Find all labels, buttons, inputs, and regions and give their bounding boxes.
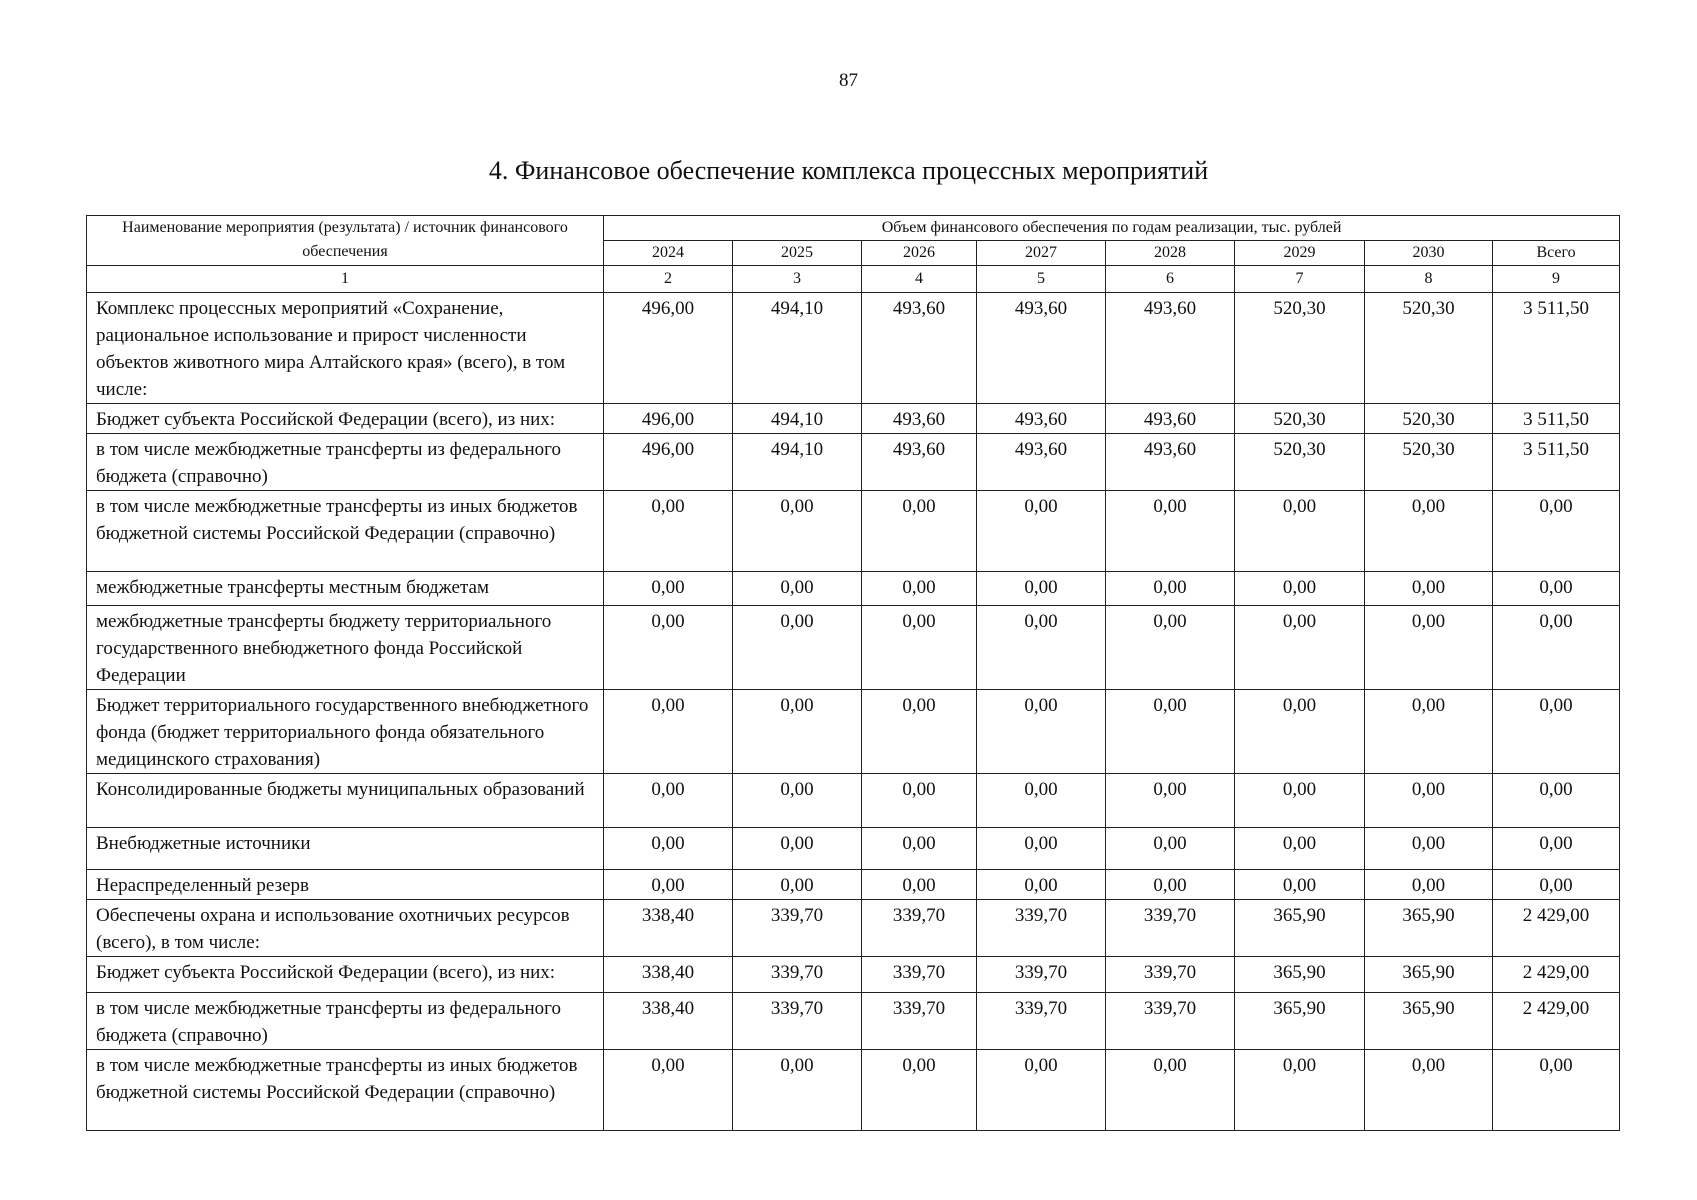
row-total-cell: 2 429,00 — [1493, 900, 1620, 957]
financing-table — [86, 215, 1620, 1131]
row-value-cell: 0,00 — [1106, 690, 1235, 774]
row-value-cell: 0,00 — [1106, 774, 1235, 828]
row-value-cell: 520,30 — [1365, 293, 1493, 404]
row-value-cell: 339,70 — [1106, 993, 1235, 1050]
row-value-cell: 0,00 — [1235, 572, 1365, 606]
header-year-cell: 2028 — [1106, 241, 1235, 266]
row-value-cell: 0,00 — [1235, 690, 1365, 774]
row-name-cell: Внебюджетные источники — [87, 828, 604, 870]
row-total-cell: 0,00 — [1493, 1050, 1620, 1131]
row-value-cell: 0,00 — [862, 870, 977, 900]
header-total-cell: Всего — [1493, 241, 1620, 266]
row-value-cell: 0,00 — [977, 828, 1106, 870]
column-number-cell: 7 — [1235, 266, 1365, 293]
row-value-cell: 0,00 — [1235, 870, 1365, 900]
row-value-cell: 0,00 — [1365, 606, 1493, 690]
row-value-cell: 0,00 — [733, 606, 862, 690]
table-row — [87, 900, 1620, 957]
row-total-cell: 3 511,50 — [1493, 293, 1620, 404]
row-total-cell: 2 429,00 — [1493, 993, 1620, 1050]
row-name-cell: в том числе межбюджетные трансферты из иных бюджетов бюджетной системы Российской Федерации (справочно) — [87, 491, 604, 572]
row-value-cell: 0,00 — [1365, 774, 1493, 828]
row-value-cell: 0,00 — [604, 491, 733, 572]
row-value-cell: 0,00 — [1106, 870, 1235, 900]
row-value-cell: 0,00 — [862, 572, 977, 606]
row-value-cell: 0,00 — [1365, 870, 1493, 900]
row-value-cell: 0,00 — [1235, 606, 1365, 690]
row-value-cell: 493,60 — [862, 434, 977, 491]
row-value-cell: 339,70 — [862, 957, 977, 993]
row-total-cell: 3 511,50 — [1493, 404, 1620, 434]
row-value-cell: 0,00 — [1365, 690, 1493, 774]
row-value-cell: 339,70 — [1106, 957, 1235, 993]
row-value-cell: 0,00 — [977, 1050, 1106, 1131]
header-year-cell: 2027 — [977, 241, 1106, 266]
row-value-cell: 365,90 — [1365, 900, 1493, 957]
row-value-cell: 0,00 — [733, 491, 862, 572]
row-value-cell: 520,30 — [1365, 434, 1493, 491]
row-value-cell: 493,60 — [977, 434, 1106, 491]
row-value-cell: 0,00 — [977, 690, 1106, 774]
header-year-cell: 2030 — [1365, 241, 1493, 266]
row-total-cell: 0,00 — [1493, 828, 1620, 870]
row-value-cell: 494,10 — [733, 293, 862, 404]
column-number-row — [87, 266, 1620, 293]
row-value-cell: 520,30 — [1235, 404, 1365, 434]
row-total-cell: 2 429,00 — [1493, 957, 1620, 993]
row-name-cell: Нераспределенный резерв — [87, 870, 604, 900]
row-value-cell: 0,00 — [1106, 828, 1235, 870]
row-name-cell: Консолидированные бюджеты муниципальных образований — [87, 774, 604, 828]
row-value-cell: 0,00 — [1365, 491, 1493, 572]
row-value-cell: 339,70 — [977, 900, 1106, 957]
row-value-cell: 496,00 — [604, 293, 733, 404]
row-value-cell: 0,00 — [862, 774, 977, 828]
row-value-cell: 0,00 — [1106, 491, 1235, 572]
column-number-cell: 8 — [1365, 266, 1493, 293]
row-name-cell: Комплекс процессных мероприятий «Сохранение, рациональное использование и прирост численности объектов животного мира Алтайского края» (всего), в том числе: — [87, 293, 604, 404]
row-value-cell: 339,70 — [977, 993, 1106, 1050]
row-value-cell: 338,40 — [604, 900, 733, 957]
row-value-cell: 0,00 — [733, 690, 862, 774]
row-value-cell: 493,60 — [1106, 293, 1235, 404]
row-value-cell: 0,00 — [733, 870, 862, 900]
row-total-cell: 0,00 — [1493, 572, 1620, 606]
row-total-cell: 0,00 — [1493, 870, 1620, 900]
row-value-cell: 338,40 — [604, 957, 733, 993]
row-value-cell: 365,90 — [1365, 957, 1493, 993]
header-year-cell: 2025 — [733, 241, 862, 266]
row-value-cell: 339,70 — [733, 900, 862, 957]
row-value-cell: 494,10 — [733, 434, 862, 491]
table-row — [87, 293, 1620, 404]
table-row — [87, 828, 1620, 870]
row-name-cell: Бюджет субъекта Российской Федерации (всего), из них: — [87, 957, 604, 993]
table-row — [87, 774, 1620, 828]
row-value-cell: 0,00 — [1365, 1050, 1493, 1131]
row-value-cell: 494,10 — [733, 404, 862, 434]
row-value-cell: 0,00 — [1365, 828, 1493, 870]
row-value-cell: 0,00 — [604, 1050, 733, 1131]
row-value-cell: 339,70 — [862, 993, 977, 1050]
row-name-cell: Обеспечены охрана и использование охотничьих ресурсов (всего), в том числе: — [87, 900, 604, 957]
table-row — [87, 606, 1620, 690]
row-value-cell: 0,00 — [604, 690, 733, 774]
row-value-cell: 0,00 — [977, 870, 1106, 900]
row-value-cell: 0,00 — [1106, 572, 1235, 606]
column-number-cell: 2 — [604, 266, 733, 293]
table-row — [87, 491, 1620, 572]
row-value-cell: 0,00 — [977, 491, 1106, 572]
row-value-cell: 493,60 — [1106, 434, 1235, 491]
row-value-cell: 0,00 — [604, 572, 733, 606]
row-value-cell: 0,00 — [1106, 1050, 1235, 1131]
row-value-cell: 0,00 — [604, 606, 733, 690]
row-name-cell: межбюджетные трансферты бюджету территориального государственного внебюджетного фонда Российской Федерации — [87, 606, 604, 690]
table-row — [87, 404, 1620, 434]
table-row — [87, 870, 1620, 900]
row-value-cell: 339,70 — [733, 993, 862, 1050]
row-value-cell: 0,00 — [1106, 606, 1235, 690]
row-value-cell: 339,70 — [733, 957, 862, 993]
row-value-cell: 365,90 — [1365, 993, 1493, 1050]
row-total-cell: 0,00 — [1493, 774, 1620, 828]
column-number-cell: 1 — [87, 266, 604, 293]
row-value-cell: 0,00 — [862, 606, 977, 690]
page-title: 4. Финансовое обеспечение комплекса процессных мероприятий — [488, 156, 1209, 185]
row-value-cell: 493,60 — [862, 404, 977, 434]
row-value-cell: 0,00 — [862, 491, 977, 572]
row-value-cell: 0,00 — [604, 870, 733, 900]
row-value-cell: 520,30 — [1365, 404, 1493, 434]
column-number-cell: 3 — [733, 266, 862, 293]
row-total-cell: 3 511,50 — [1493, 434, 1620, 491]
row-value-cell: 0,00 — [733, 1050, 862, 1131]
row-value-cell: 0,00 — [1365, 572, 1493, 606]
row-value-cell: 0,00 — [977, 606, 1106, 690]
row-value-cell: 339,70 — [1106, 900, 1235, 957]
row-value-cell: 0,00 — [862, 1050, 977, 1131]
row-name-cell: в том числе межбюджетные трансферты из федерального бюджета (справочно) — [87, 434, 604, 491]
table-row — [87, 434, 1620, 491]
row-name-cell: Бюджет субъекта Российской Федерации (всего), из них: — [87, 404, 604, 434]
table-row — [87, 957, 1620, 993]
row-value-cell: 0,00 — [862, 828, 977, 870]
table-row — [87, 572, 1620, 606]
row-name-cell: в том числе межбюджетные трансферты из федерального бюджета (справочно) — [87, 993, 604, 1050]
row-value-cell: 0,00 — [862, 690, 977, 774]
table-row — [87, 1050, 1620, 1131]
row-value-cell: 0,00 — [604, 774, 733, 828]
row-value-cell: 339,70 — [977, 957, 1106, 993]
row-value-cell: 0,00 — [733, 774, 862, 828]
row-value-cell: 493,60 — [977, 404, 1106, 434]
column-number-cell: 4 — [862, 266, 977, 293]
row-value-cell: 0,00 — [1235, 774, 1365, 828]
row-value-cell: 0,00 — [977, 572, 1106, 606]
row-value-cell: 493,60 — [1106, 404, 1235, 434]
header-name-cell: Наименование мероприятия (результата) / источник финансового обеспечения — [87, 216, 604, 266]
row-value-cell: 493,60 — [862, 293, 977, 404]
row-name-cell: межбюджетные трансферты местным бюджетам — [87, 572, 604, 606]
row-value-cell: 496,00 — [604, 404, 733, 434]
header-year-cell: 2029 — [1235, 241, 1365, 266]
row-value-cell: 0,00 — [733, 572, 862, 606]
header-volume-cell: Объем финансового обеспечения по годам реализации, тыс. рублей — [604, 216, 1620, 241]
row-value-cell: 365,90 — [1235, 900, 1365, 957]
row-value-cell: 0,00 — [1235, 1050, 1365, 1131]
column-number-cell: 9 — [1493, 266, 1620, 293]
row-value-cell: 338,40 — [604, 993, 733, 1050]
row-value-cell: 496,00 — [604, 434, 733, 491]
row-value-cell: 365,90 — [1235, 957, 1365, 993]
row-value-cell: 365,90 — [1235, 993, 1365, 1050]
row-value-cell: 520,30 — [1235, 434, 1365, 491]
row-name-cell: в том числе межбюджетные трансферты из иных бюджетов бюджетной системы Российской Федерации (справочно) — [87, 1050, 604, 1131]
row-name-cell: Бюджет территориального государственного внебюджетного фонда (бюджет территориального фонда обязательного медицинского страхования) — [87, 690, 604, 774]
row-value-cell: 339,70 — [862, 900, 977, 957]
row-value-cell: 0,00 — [1235, 828, 1365, 870]
row-value-cell: 0,00 — [977, 774, 1106, 828]
row-total-cell: 0,00 — [1493, 690, 1620, 774]
table-row — [87, 690, 1620, 774]
header-year-cell: 2024 — [604, 241, 733, 266]
column-number-cell: 5 — [977, 266, 1106, 293]
header-year-cell: 2026 — [862, 241, 977, 266]
row-value-cell: 0,00 — [1235, 491, 1365, 572]
row-value-cell: 493,60 — [977, 293, 1106, 404]
table-row — [87, 993, 1620, 1050]
row-total-cell: 0,00 — [1493, 491, 1620, 572]
header-row-top — [87, 216, 1620, 241]
row-value-cell: 0,00 — [604, 828, 733, 870]
page-number: 87 — [839, 70, 858, 91]
row-total-cell: 0,00 — [1493, 606, 1620, 690]
column-number-cell: 6 — [1106, 266, 1235, 293]
row-value-cell: 0,00 — [733, 828, 862, 870]
row-value-cell: 520,30 — [1235, 293, 1365, 404]
